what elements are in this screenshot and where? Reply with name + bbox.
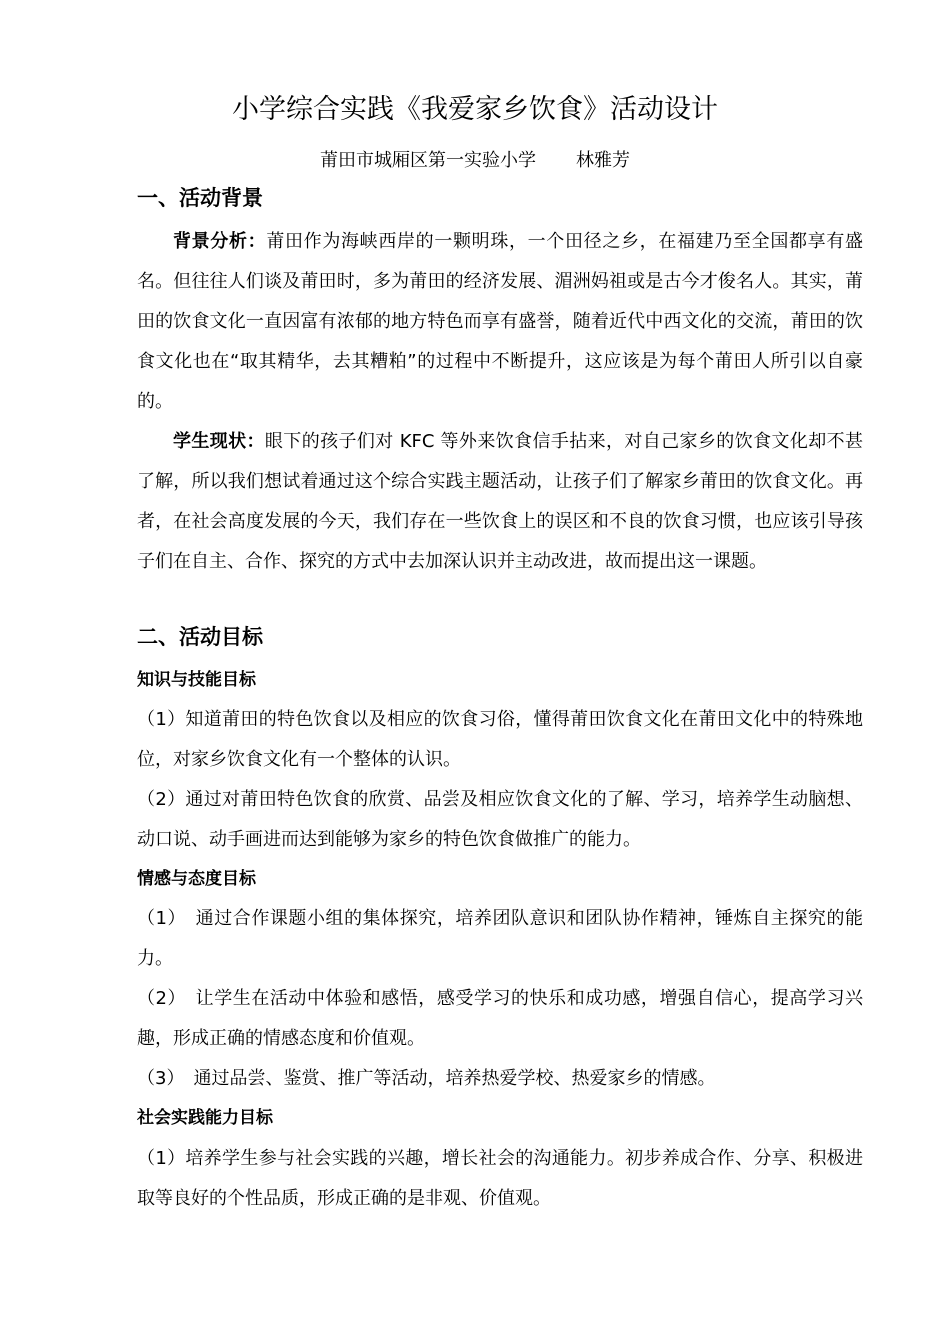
goal-item: （3） 通过品尝、鉴赏、推广等活动，培养热爱学校、热爱家乡的情感。	[137, 1068, 716, 1089]
subheading-emotion: 情感与态度目标	[137, 869, 256, 889]
section-heading-goals: 二、活动目标	[137, 625, 263, 649]
goal-item: （2） 让学生在活动中体验和感悟，感受学习的快乐和成功感，增强自信心，提高学习兴趣，形成正确的情感态度和价值观。	[137, 988, 863, 1049]
document-title: 小学综合实践《我爱家乡饮食》活动设计	[232, 94, 718, 125]
goal-item: （1） 通过合作课题小组的集体探究，培养团队意识和团队协作精神，锤炼自主探究的能力。	[137, 908, 863, 969]
section-heading-background: 一、活动背景	[137, 186, 263, 210]
text-background-analysis: 莆田作为海峡西岸的一颗明珠，一个田径之乡，在福建乃至全国都享有盛名。但往往人们谈及莆田时，多为莆田的经济发展、湄洲妈祖或是古今才俊名人。其实，莆田的饮食文化一直因富有浓郁的地方特色而享有盛誉，随着近代中西文化的交流，莆田的饮食文化也在“取其精华，去其糟粕”的过程中不断提升，这应该是为每个莆田人所引以自豪的。	[137, 231, 864, 412]
goal-item: （2）通过对莆田特色饮食的欣赏、品尝及相应饮食文化的了解、学习，培养学生动脑想、动口说、动手画进而达到能够为家乡的特色饮食做推广的能力。	[137, 789, 863, 850]
label-background-analysis: 背景分析：	[173, 231, 267, 252]
paragraph-student-status	[137, 422, 863, 582]
author-name: 林雅芳	[576, 150, 630, 171]
goal-item: （1）培养学生参与社会实践的兴趣，增长社会的沟通能力。初步养成合作、分享、积极进取等良好的个性品质，形成正确的是非观、价值观。	[137, 1148, 863, 1209]
subheading-social: 社会实践能力目标	[137, 1108, 273, 1128]
paragraph-background-analysis	[137, 222, 863, 422]
text-student-status: 眼下的孩子们对 KFC 等外来饮食信手拈来，对自己家乡的饮食文化却不甚了解，所以我们想试着通过这个综合实践主题活动，让孩子们了解家乡莆田的饮食文化。再者，在社会高度发展的今天，我们存在一些饮食上的误区和不良的饮食习惯，也应该引导孩子们在自主、合作、探究的方式中去加深认识并主动改进，故而提出这一课题。	[137, 431, 863, 572]
label-student-status: 学生现状：	[173, 431, 265, 452]
goal-item: （1）知道莆田的特色饮食以及相应的饮食习俗，懂得莆田饮食文化在莆田文化中的特殊地位，对家乡饮食文化有一个整体的认识。	[137, 709, 863, 770]
subheading-knowledge: 知识与技能目标	[137, 670, 256, 690]
author-line	[0, 146, 950, 176]
school-name: 莆田市城厢区第一实验小学	[320, 150, 536, 171]
